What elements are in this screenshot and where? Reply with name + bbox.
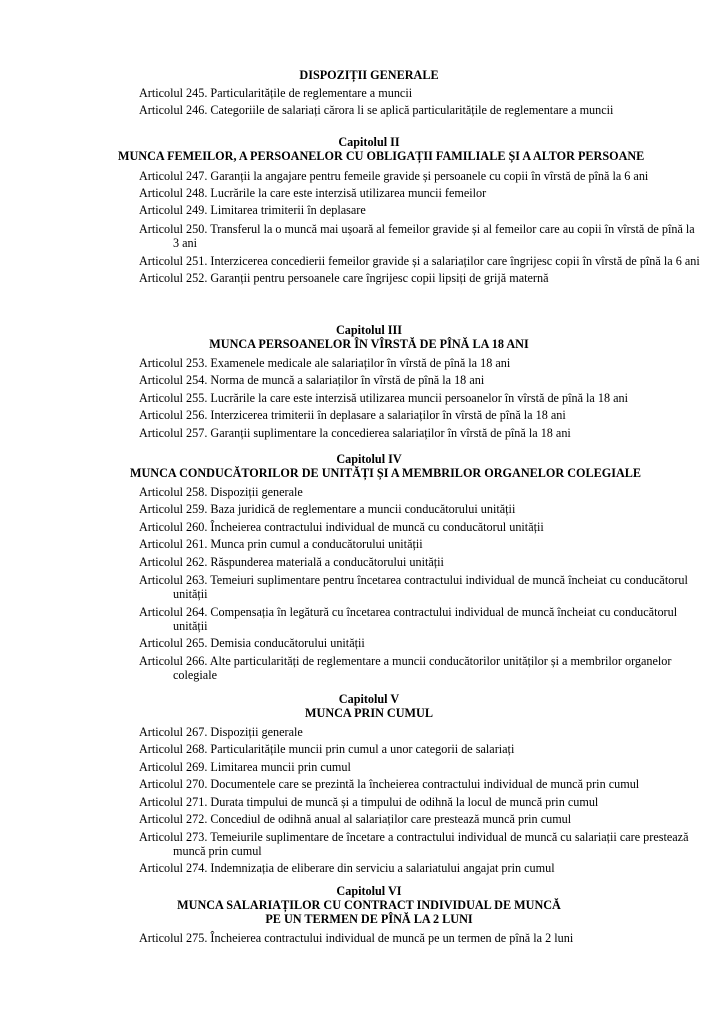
article-item: Articolul 246. Categoriile de salariați cărora li se aplică particularitățile de reglementare a muncii [139,103,614,118]
article-item: Articolul 250. Transferul la o muncă mai ușoară al femeilor gravide și al femeilor care au copii în vîrstă de pînă la 3 ani [139,221,695,250]
article-item: Articolul 263. Temeiuri suplimentare pentru încetarea contractului individual de muncă încheiat cu conducătorul unității [139,573,688,602]
article-item: Articolul 275. Încheierea contractului individual de muncă pe un termen de pînă la 2 luni [139,931,574,945]
chapter-number: Capitolul III [335,323,403,337]
section-4 [0,452,728,684]
section-5 [0,692,728,878]
chapter-title: MUNCA CONDUCĂTORILOR DE UNITĂȚI ȘI A MEMBRILOR ORGANELOR COLEGIALE [130,466,642,480]
article-item: Articolul 274. Indemnizația de eliberare din serviciu a salariatului angajat prin cumul [139,861,555,876]
article-item: Articolul 249. Limitarea trimiterii în deplasare [139,203,366,218]
article-item: Articolul 251. Interzicerea concedierii femeilor gravide și a salariaților care îngrijesc copii în vîrstă de pînă la 6 ani [139,253,700,268]
article-item: Articolul 252. Garanții pentru persoanele care îngrijesc copii lipsiți de grijă maternă [139,270,549,285]
article-item: Articolul 257. Garanții suplimentare la concedierea salariaților în vîrstă de pînă la 18 ani [139,425,571,440]
chapter-title: DISPOZIȚII GENERALE [299,68,439,82]
chapter-title: MUNCA PERSOANELOR ÎN VÎRSTĂ DE PÎNĂ LA 18 ANI [209,337,529,351]
article-item: Articolul 271. Durata timpului de muncă și a timpului de odihnă la locul de muncă prin cumul [139,794,599,809]
chapter-number: Capitolul II [338,135,400,149]
article-item: Articolul 262. Răspunderea materială a conducătorului unității [139,554,444,569]
article-item: Articolul 248. Lucrările la care este interzisă utilizarea muncii femeilor [139,186,487,200]
article-item: Articolul 254. Norma de muncă a salariaților în vîrstă de pînă la 18 ani [139,373,485,388]
section-3 [0,323,728,442]
article-item: Articolul 272. Concediul de odihnă anual al salariaților care prestează muncă prin cumul [139,812,572,827]
article-item: Articolul 270. Documentele care se prezintă la încheierea contractului individual de muncă prin cumul [139,777,640,792]
article-item: Articolul 258. Dispoziții generale [139,485,303,499]
section-6 [0,884,728,947]
chapter-number: Capitolul V [338,692,400,706]
article-item: Articolul 266. Alte particularități de reglementare a muncii conducătorilor unităților și a membrilor organelor colegiale [139,654,672,683]
article-item: Articolul 245. Particularitățile de reglementare a muncii [139,86,413,100]
article-item: Articolul 268. Particularitățile muncii prin cumul a unor categorii de salariați [139,742,515,757]
article-item: Articolul 253. Examenele medicale ale salariaților în vîrstă de pînă la 18 ani [139,356,511,370]
article-item: Articolul 259. Baza juridică de reglementare a muncii conducătorului unității [139,502,516,517]
section-1 [0,68,728,120]
article-item: Articolul 264. Compensația în legătură cu încetarea contractului individual de muncă încheiat cu conducătorul unității [139,605,678,634]
article-item: Articolul 269. Limitarea muncii prin cumul [139,759,351,774]
chapter-title: MUNCA PRIN CUMUL [305,706,433,720]
chapter-title: PE UN TERMEN DE PÎNĂ LA 2 LUNI [265,912,473,926]
article-item: Articolul 260. Încheierea contractului individual de muncă cu conducătorul unității [139,519,544,534]
article-item: Articolul 255. Lucrările la care este interzisă utilizarea muncii persoanelor în vîrstă de pînă la 18 ani [139,390,628,405]
article-item: Articolul 273. Temeiurile suplimentare de încetare a contractului individual de muncă cu salariații care prestează muncă prin cumul [139,830,689,859]
article-item: Articolul 265. Demisia conducătorului unității [139,636,365,651]
article-item: Articolul 247. Garanții la angajare pentru femeile gravide și persoanele cu copii în vîrstă de pînă la 6 ani [139,169,649,183]
section-2 [0,135,728,287]
chapter-number: Capitolul VI [336,884,402,898]
article-item: Articolul 256. Interzicerea trimiterii în deplasare a salariaților în vîrstă de pînă la 18 ani [139,408,566,423]
chapter-title: MUNCA FEMEILOR, A PERSOANELOR CU OBLIGAȚII FAMILIALE ȘI A ALTOR PERSOANE [118,149,645,163]
article-item: Articolul 261. Munca prin cumul a conducătorului unității [139,537,423,552]
chapter-title: MUNCA SALARIAȚILOR CU CONTRACT INDIVIDUAL DE MUNCĂ [177,898,561,912]
article-item: Articolul 267. Dispoziții generale [139,725,303,739]
chapter-number: Capitolul IV [336,452,402,466]
